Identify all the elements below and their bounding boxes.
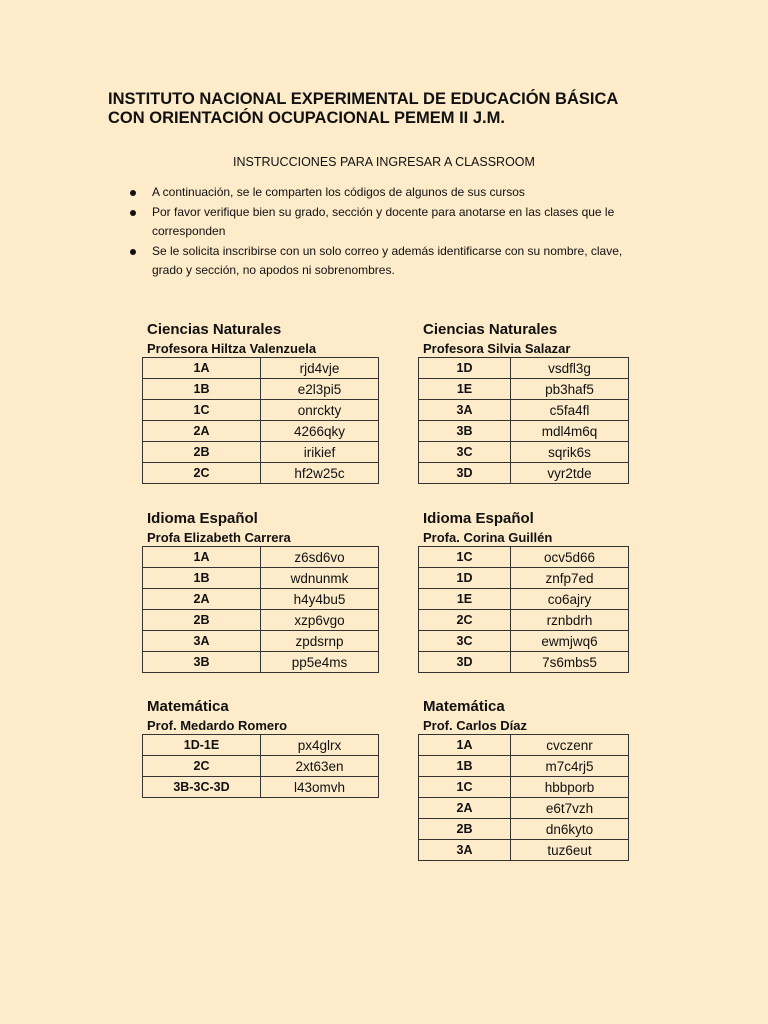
table-row [419,400,629,421]
table-row [143,589,379,610]
school-title [108,90,728,128]
code-cell: rjd4vje [261,358,379,379]
table-row [143,631,379,652]
code-cell: tuz6eut [511,840,629,861]
code-cell: vsdfl3g [511,358,629,379]
code-cell: pb3haf5 [511,379,629,400]
grade-cell: 1A [419,735,511,756]
table-row [419,610,629,631]
grade-cell: 1D [419,358,511,379]
table-row [143,777,379,798]
grade-cell: 3D [419,463,511,484]
code-cell: znfp7ed [511,568,629,589]
code-cell: rznbdrh [511,610,629,631]
table-row [419,358,629,379]
grade-cell: 1A [143,358,261,379]
table-row [419,568,629,589]
class-code-table [142,546,379,673]
grade-cell: 2C [419,610,511,631]
table-row [419,379,629,400]
teacher-name: Profa Elizabeth Carrera [147,530,291,545]
code-cell: l43omvh [261,777,379,798]
class-code-table [418,357,629,484]
subject-title: Ciencias Naturales [423,321,558,338]
grade-cell: 1B [419,756,511,777]
table-row [143,652,379,673]
code-cell: irikief [261,442,379,463]
table-row [419,840,629,861]
table-row [143,400,379,421]
table-row [419,463,629,484]
bullet-icon [130,249,136,255]
table-row [143,756,379,777]
grade-cell: 1C [143,400,261,421]
course-section-matematica-medardo [147,698,387,798]
code-cell: 4266qky [261,421,379,442]
table-row [143,442,379,463]
table-row [419,798,629,819]
code-cell: ocv5d66 [511,547,629,568]
code-cell: pp5e4ms [261,652,379,673]
grade-cell: 2C [143,463,261,484]
grade-cell: 3D [419,652,511,673]
instructions-list [130,183,655,281]
teacher-name: Prof. Medardo Romero [147,718,288,733]
code-cell: vyr2tde [511,463,629,484]
grade-cell: 1B [143,568,261,589]
table-row [143,735,379,756]
table-row [419,735,629,756]
grade-cell: 1E [419,589,511,610]
grade-cell: 3C [419,631,511,652]
code-cell: cvczenr [511,735,629,756]
subject-title: Matemática [423,698,505,715]
class-code-table [418,734,629,861]
table-row [419,631,629,652]
code-cell: wdnunmk [261,568,379,589]
grade-cell: 1A [143,547,261,568]
course-section-espanol-elizabeth [147,510,387,673]
instruction-item [130,203,655,242]
table-row [419,756,629,777]
grade-cell: 2B [143,610,261,631]
subject-title: Matemática [147,698,229,715]
code-cell: e6t7vzh [511,798,629,819]
code-cell: c5fa4fl [511,400,629,421]
grade-cell: 1C [419,547,511,568]
code-cell: sqrik6s [511,442,629,463]
code-cell: hbbporb [511,777,629,798]
grade-cell: 3A [419,840,511,861]
table-row [143,379,379,400]
code-cell: h4y4bu5 [261,589,379,610]
grade-cell: 2B [143,442,261,463]
class-code-table [142,357,379,484]
grade-cell: 3B-3C-3D [143,777,261,798]
school-title-line-1: INSTITUTO NACIONAL EXPERIMENTAL DE EDUCACIÓN BÁSICA [108,90,619,108]
table-row [143,610,379,631]
grade-cell: 2B [419,819,511,840]
course-section-matematica-carlos [423,698,663,861]
grade-cell: 3A [143,631,261,652]
grade-cell: 1D [419,568,511,589]
instruction-text: Se le solicita inscribirse con un solo correo y además identificarse con su nombre, clave, grado y sección, no apodos ni sobrenombres. [152,243,623,277]
teacher-name: Profa. Corina Guillén [423,530,553,545]
grade-cell: 2A [143,589,261,610]
grade-cell: 3B [419,421,511,442]
instructions-heading: INSTRUCCIONES PARA INGRESAR A CLASSROOM [233,155,535,169]
grade-cell: 3B [143,652,261,673]
table-row [143,568,379,589]
grade-cell: 3A [419,400,511,421]
table-row [143,358,379,379]
code-cell: ewmjwq6 [511,631,629,652]
teacher-name: Profesora Silvia Salazar [423,341,571,356]
code-cell: z6sd6vo [261,547,379,568]
instruction-text: A continuación, se le comparten los códigos de algunos de sus cursos [152,185,525,199]
table-row [143,547,379,568]
bullet-icon [130,210,136,216]
grade-cell: 1E [419,379,511,400]
code-cell: e2l3pi5 [261,379,379,400]
school-title-line-2: CON ORIENTACIÓN OCUPACIONAL PEMEM II J.M. [108,109,505,127]
code-cell: co6ajry [511,589,629,610]
table-row [419,421,629,442]
code-cell: dn6kyto [511,819,629,840]
bullet-icon [130,190,136,196]
table-row [143,463,379,484]
instruction-text: Por favor verifique bien su grado, sección y docente para anotarse en las clases que le corresponden [152,204,615,238]
instruction-item [130,183,655,203]
code-cell: 2xt63en [261,756,379,777]
course-section-espanol-corina [423,510,663,673]
class-code-table [418,546,629,673]
grade-cell: 1B [143,379,261,400]
teacher-name: Profesora Hiltza Valenzuela [147,341,317,356]
table-row [419,442,629,463]
grade-cell: 2A [143,421,261,442]
code-cell: px4glrx [261,735,379,756]
table-row [419,777,629,798]
grade-cell: 3C [419,442,511,463]
code-cell: mdl4m6q [511,421,629,442]
grade-cell: 2C [143,756,261,777]
class-code-table [142,734,379,798]
subject-title: Ciencias Naturales [147,321,282,338]
code-cell: zpdsrnp [261,631,379,652]
grade-cell: 2A [419,798,511,819]
table-row [419,547,629,568]
grade-cell: 1C [419,777,511,798]
table-row [143,421,379,442]
code-cell: xzp6vgo [261,610,379,631]
code-cell: onrckty [261,400,379,421]
grade-cell: 1D-1E [143,735,261,756]
instruction-item [130,242,655,281]
table-row [419,819,629,840]
course-section-ciencias-silvia [423,321,663,484]
code-cell: m7c4rj5 [511,756,629,777]
subject-title: Idioma Español [147,510,258,527]
course-section-ciencias-hiltza [147,321,387,484]
code-cell: hf2w25c [261,463,379,484]
subject-title: Idioma Español [423,510,534,527]
code-cell: 7s6mbs5 [511,652,629,673]
table-row [419,589,629,610]
table-row [419,652,629,673]
teacher-name: Prof. Carlos Díaz [423,718,528,733]
